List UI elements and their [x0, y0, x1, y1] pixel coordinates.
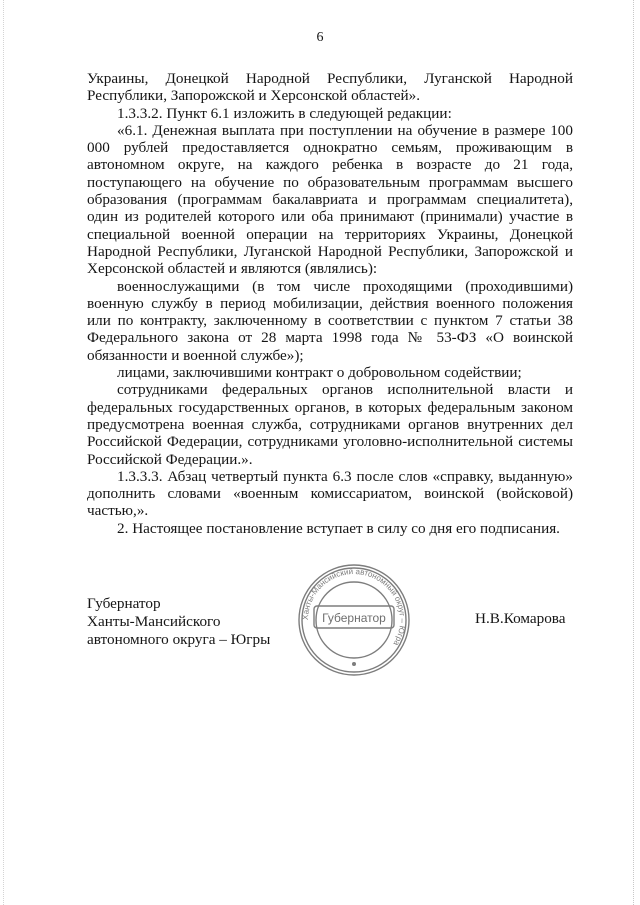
- paragraph: лицами, заключившими контракт о добровольном содействии;: [117, 364, 522, 382]
- seal-center-text: Губернатор: [322, 611, 386, 625]
- scan-edge-left: [3, 0, 7, 905]
- paragraph: Украины, Донецкой Народной Республики, Луганской Народной Республики, Запорожской и Херсонской областей».: [87, 70, 573, 105]
- paragraph: 1.3.3.3. Абзац четвертый пункта 6.3 после слов «справку, выданную» дополнить словами «военным комиссариатом, воинской (войсковой) частью,».: [87, 467, 573, 520]
- seal-ring-text: Ханты-Мансийский автономный округ – Югра: [300, 566, 408, 648]
- paragraph: военнослужащими (в том числе проходящими (проходившими) военную службу в период мобилизации, действия военного положения или по контракту, заключенному в соответствии с пунктом 7 статьи 38 Федерального закона от 28 марта 1998 года № 53-ФЗ «О воинской обязанности и военной службе»);: [87, 277, 573, 364]
- signatory-name: Н.В.Комарова: [475, 610, 566, 627]
- signature-title-line-1: Губернатор: [87, 595, 161, 612]
- official-seal-stamp: [290, 562, 418, 678]
- paragraph: 1.3.3.2. Пункт 6.1 изложить в следующей редакции:: [117, 104, 452, 122]
- scan-edge-right: [629, 0, 634, 905]
- document-body: [87, 70, 573, 537]
- paragraph: 2. Настоящее постановление вступает в силу со дня его подписания.: [117, 519, 560, 537]
- paragraph: сотрудниками федеральных органов исполнительной власти и федеральных государственных органов, в которых федеральным законом предусмотрена военная служба, сотрудниками органов внутренних дел Российской Федерации, сотрудниками уголовно-исполнительной системы Российской Федерации.».: [87, 381, 573, 468]
- signature-title-line-2: Ханты-Мансийского: [87, 613, 221, 630]
- paragraph: «6.1. Денежная выплата при поступлении на обучение в размере 100 000 рублей предоставляется однократно семьям, проживающим в автономном округе, на каждого ребенка в возрасте до 21 года, поступающего на обучение по образовательным программам высшего образования (программам бакалавриата и программам специалитета), один из родителей которого или оба принимают (принимали) участие в специальной военной операции на территориях Украины, Донецкой Народной Республики, Луганской Народной Республики, Запорожской и Херсонской областей и являются (являлись):: [87, 121, 573, 278]
- signature-block: [87, 595, 270, 649]
- page-number: 6: [316, 30, 324, 45]
- signature-title-line-3: автономного округа – Югры: [87, 631, 271, 648]
